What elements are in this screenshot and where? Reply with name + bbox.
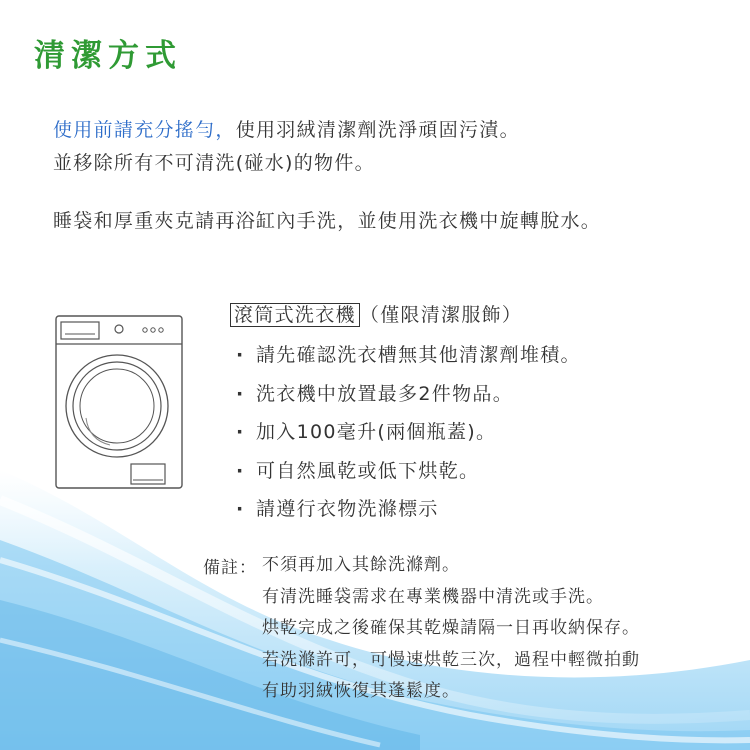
washer-section-title (230, 300, 522, 327)
intro-highlight: 使用前請充分搖勻， (53, 119, 236, 141)
bullet-icon: · (236, 421, 245, 443)
page-title: 清潔方式 (34, 38, 182, 74)
note-line: 有助羽絨恢復其蓬鬆度。 (262, 681, 460, 701)
note-label: 備註： (203, 558, 257, 578)
note-list (262, 553, 640, 711)
bullet-icon: · (236, 382, 245, 405)
bullet-icon: · (236, 498, 245, 520)
list-item: · 請遵行衣物洗滌標示 (236, 494, 581, 533)
intro-line-2: 並移除所有不可清洗(碰水)的物件。 (53, 152, 375, 174)
note-line: 有清洗睡袋需求在專業機器中清洗或手洗。 (262, 586, 604, 607)
intro-line-3: 睡袋和厚重夾克請再浴缸內手洗，並使用洗衣機中旋轉脫水。 (53, 210, 602, 232)
bullet-icon: · (236, 344, 245, 366)
washer-title-boxed: 滾筒式洗衣機 (230, 303, 360, 327)
washer-instructions-list (236, 340, 581, 533)
intro-line-1-rest: 使用羽絨清潔劑洗淨頑固污漬。 (235, 119, 520, 141)
bullet-icon: · (236, 459, 245, 482)
list-item: · 可自然風乾或低下烘乾。 (236, 456, 581, 495)
list-item: · 請先確認洗衣槽無其他清潔劑堆積。 (236, 340, 581, 379)
list-item: · 洗衣機中放置最多2件物品。 (236, 379, 581, 418)
note-line: 烘乾完成之後確保其乾燥請隔一日再收納保存。 (262, 618, 640, 638)
list-item: · 加入100毫升(兩個瓶蓋)。 (236, 417, 581, 456)
intro-line-1 (53, 115, 520, 142)
washing-machine-icon (55, 312, 185, 490)
note-line: 不須再加入其餘洗滌劑。 (262, 555, 460, 575)
note-line: 若洗滌許可，可慢速烘乾三次，過程中輕微拍動 (262, 649, 640, 670)
washer-title-suffix: （僅限清潔服飾） (359, 304, 523, 326)
